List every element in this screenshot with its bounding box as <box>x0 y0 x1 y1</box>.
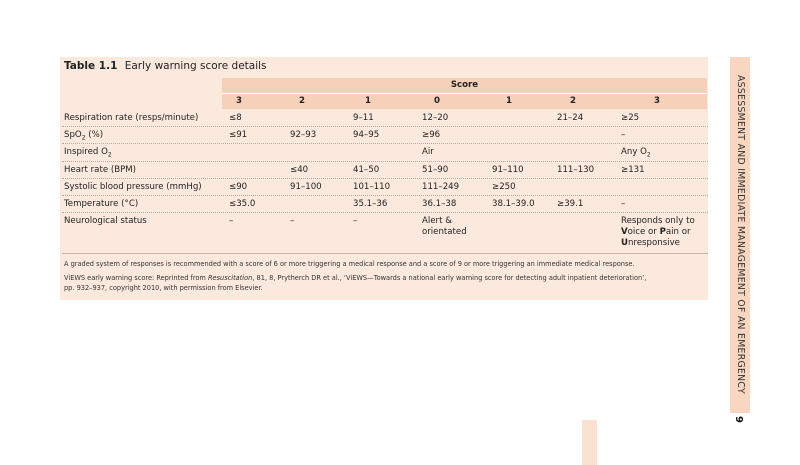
row-label: Heart rate (BPM) <box>64 165 137 175</box>
table-caption <box>64 60 267 72</box>
table-bottom-rule <box>62 253 708 254</box>
table-cell: ≥25 <box>621 113 640 123</box>
table-cell: ≥131 <box>621 165 645 175</box>
avpu-initial: U <box>621 238 628 248</box>
table-cell <box>621 147 651 161</box>
table-cell: ≥39.1 <box>557 199 584 209</box>
table-number: Table 1.1 <box>64 60 118 72</box>
row-label <box>64 130 103 144</box>
table-cell: 12–20 <box>422 113 449 123</box>
source-rest: , 81, 8, Prytherch DR et al., ‘ViEWS—Towards a national early warning score for detecting adult inpatient deterioration’, <box>252 274 647 282</box>
col-header: 1 <box>365 96 371 106</box>
table-cell: ≤90 <box>229 182 248 192</box>
table-cell: 111–130 <box>557 165 595 175</box>
col-header: 2 <box>570 96 576 106</box>
table-cell: ≤35.0 <box>229 199 256 209</box>
decorative-strip <box>582 420 597 465</box>
avpu-rest: nresponsive <box>627 238 680 248</box>
table-cell: Responds only to <box>621 216 695 226</box>
row-label-subscript: 2 <box>81 134 86 142</box>
table-cell: ≤40 <box>290 165 309 175</box>
table-cell: Alert & <box>422 216 452 226</box>
table-cell: orientated <box>422 227 467 237</box>
table-footnote: A graded system of responses is recommended with a score of 6 or more triggering a medical response and a score of 9 or more triggering an immediate medical response. <box>64 260 635 268</box>
table-cell: 35.1–36 <box>353 199 388 209</box>
table-cell: 36.1–38 <box>422 199 457 209</box>
row-label-subscript: 2 <box>107 151 112 159</box>
score-column-header-row <box>222 93 707 109</box>
row-label: Neurological status <box>64 216 147 226</box>
table-cell: 94–95 <box>353 130 380 140</box>
table-cell: 38.1–39.0 <box>492 199 535 209</box>
row-divider <box>62 143 708 144</box>
row-divider <box>62 126 708 127</box>
avpu-rest: oice or <box>627 227 660 237</box>
table-cell: 51–90 <box>422 165 449 175</box>
chapter-side-tab-text: ASSESSMENT AND IMMEDIATE MANAGEMENT OF AN EMERGENCY <box>735 75 746 395</box>
table-cell: ≤91 <box>229 130 248 140</box>
table-cell: 41–50 <box>353 165 380 175</box>
row-label-main: SpO <box>64 130 82 140</box>
row-divider <box>62 161 708 162</box>
row-divider <box>62 195 708 196</box>
table-cell: 9–11 <box>353 113 374 123</box>
score-group-header: Score <box>222 78 707 93</box>
table-cell: – <box>290 216 295 226</box>
table-cell <box>621 238 680 249</box>
source-journal: Resuscitation <box>207 274 253 282</box>
row-label-tail: (%) <box>85 130 104 140</box>
row-divider <box>62 178 708 179</box>
table-cell: – <box>621 130 626 140</box>
avpu-initial: P <box>659 227 666 237</box>
col-header: 2 <box>299 96 305 106</box>
col-header: 1 <box>506 96 512 106</box>
avpu-rest: ain or <box>665 227 691 237</box>
table-cell: – <box>621 199 626 209</box>
row-label-main: Inspired O <box>64 147 108 157</box>
row-label <box>64 147 112 161</box>
source-note-line2: pp. 932–937, copyright 2010, with permission from Elsevier. <box>64 284 263 292</box>
table-cell: Air <box>422 147 434 157</box>
row-label: Systolic blood pressure (mmHg) <box>64 182 202 192</box>
table-cell: 101–110 <box>353 182 391 192</box>
page-number: 9 <box>733 416 744 423</box>
table-cell: 92–93 <box>290 130 317 140</box>
col-header: 3 <box>654 96 660 106</box>
source-note <box>64 274 646 283</box>
source-prefix: ViEWS early warning score: Reprinted from <box>64 274 208 282</box>
col-header: 0 <box>434 96 440 106</box>
table-cell: 91–110 <box>492 165 524 175</box>
col-header: 3 <box>236 96 242 106</box>
table-cell: 91–100 <box>290 182 322 192</box>
table-cell: ≤8 <box>229 113 242 123</box>
table-title: Early warning score details <box>124 60 267 72</box>
cell-main: Any O <box>621 147 647 157</box>
table-cell: 21–24 <box>557 113 584 123</box>
row-label: Respiration rate (resps/minute) <box>64 113 199 123</box>
table-cell: – <box>229 216 234 226</box>
table-cell: 111–249 <box>422 182 460 192</box>
table-cell: ≥250 <box>492 182 516 192</box>
row-label: Temperature (°C) <box>64 199 139 209</box>
table-cell: ≥96 <box>422 130 441 140</box>
cell-subscript: 2 <box>646 151 651 159</box>
row-divider <box>62 212 708 213</box>
avpu-initial: V <box>621 227 628 237</box>
table-cell <box>621 227 691 238</box>
table-cell: – <box>353 216 358 226</box>
